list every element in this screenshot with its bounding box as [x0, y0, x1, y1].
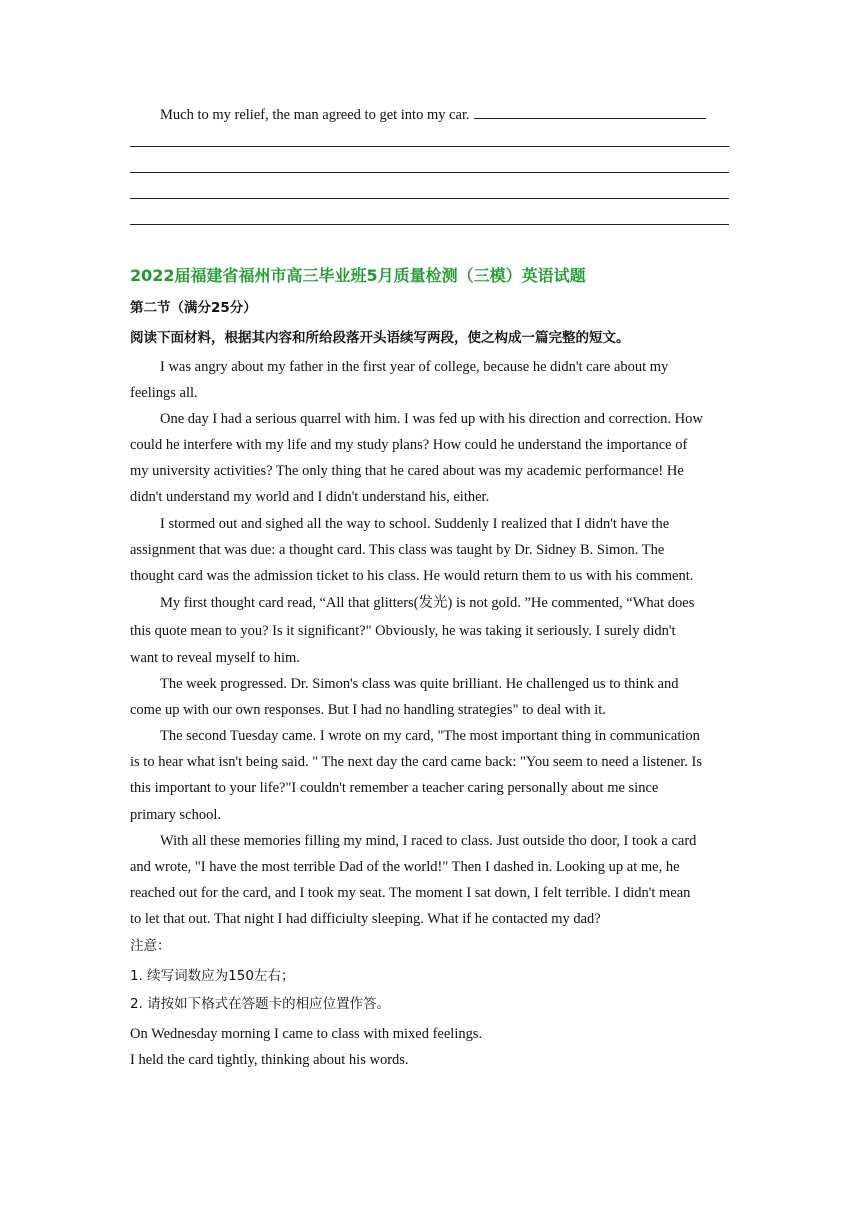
story-line: my university activities? The only thing that he cared about was my academic performance! He: [130, 463, 684, 479]
story-line: reached out for the card, and I took my seat. The moment I sat down, I felt terrible. I didn't mean: [130, 885, 691, 901]
story-line: I stormed out and sighed all the way to school. Suddenly I realized that I didn't have the: [160, 516, 670, 532]
opening-sentence: Much to my relief, the man agreed to get into my car.: [160, 107, 470, 123]
section-instruction: 阅读下面材料，根据其内容和所给段落开头语续写两段，使之构成一篇完整的短文。: [130, 330, 630, 346]
answer-blank-inline: [474, 104, 706, 119]
story-line: is to hear what isn't being said. " The next day the card came back: "You seem to need a listener. Is: [130, 754, 703, 770]
opening-sentence-line: [160, 104, 706, 125]
story-line: this important to your life?"I couldn't remember a teacher caring personally about me since: [130, 780, 659, 796]
section-part: 第二节（满分25分）: [130, 300, 257, 316]
story-line: want to reveal myself to him.: [130, 650, 300, 666]
story-line: thought card was the admission ticket to his class. He would return them to us with his comment.: [130, 568, 694, 584]
story-line: The second Tuesday came. I wrote on my card, "The most important thing in communication: [160, 728, 700, 744]
story-line: I was angry about my father in the first year of college, because he didn't care about my: [160, 359, 669, 375]
answer-line-2: [130, 172, 729, 173]
story-line: could he interfere with my life and my study plans? How could he understand the importance of: [130, 437, 688, 453]
notes-heading: 注意：: [130, 938, 171, 954]
answer-line-1: [130, 146, 729, 147]
story-line: and wrote, "I have the most terrible Dad of the world!" Then I dashed in. Looking up at me, he: [130, 859, 680, 875]
story-line: come up with our own responses. But I had no handling strategies" to deal with it.: [130, 702, 606, 718]
story-line: didn't understand my world and I didn't understand his, either.: [130, 489, 490, 505]
story-line: My first thought card read, “All that glitters(发光) is not gold. ”He commented, “What does: [160, 595, 695, 611]
story-line: feelings all.: [130, 385, 198, 401]
notes-item-2: 2. 请按如下格式在答题卡的相应位置作答。: [130, 996, 391, 1012]
story-line: The week progressed. Dr. Simon's class was quite brilliant. He challenged us to think and: [160, 676, 679, 692]
exam-title: 2022届福建省福州市高三毕业班5月质量检测（三模）英语试题: [130, 266, 586, 285]
answer-line-3: [130, 198, 729, 199]
paragraph-opener-2: I held the card tightly, thinking about his words.: [130, 1052, 409, 1068]
answer-line-4: [130, 224, 729, 225]
story-line: assignment that was due: a thought card. This class was taught by Dr. Sidney B. Simon. The: [130, 542, 665, 558]
story-line: to let that out. That night I had difficiulty sleeping. What if he contacted my dad?: [130, 911, 601, 927]
story-line: this quote mean to you? Is it significant?" Obviously, he was taking it seriously. I surely didn't: [130, 623, 676, 639]
story-line: With all these memories filling my mind, I raced to class. Just outside tho door, I took a card: [160, 833, 697, 849]
story-line: primary school.: [130, 807, 222, 823]
story-line: One day I had a serious quarrel with him. I was fed up with his direction and correction. How: [160, 411, 703, 427]
paragraph-opener-1: On Wednesday morning I came to class with mixed feelings.: [130, 1026, 483, 1042]
notes-item-1: 1. 续写词数应为150左右；: [130, 968, 295, 984]
